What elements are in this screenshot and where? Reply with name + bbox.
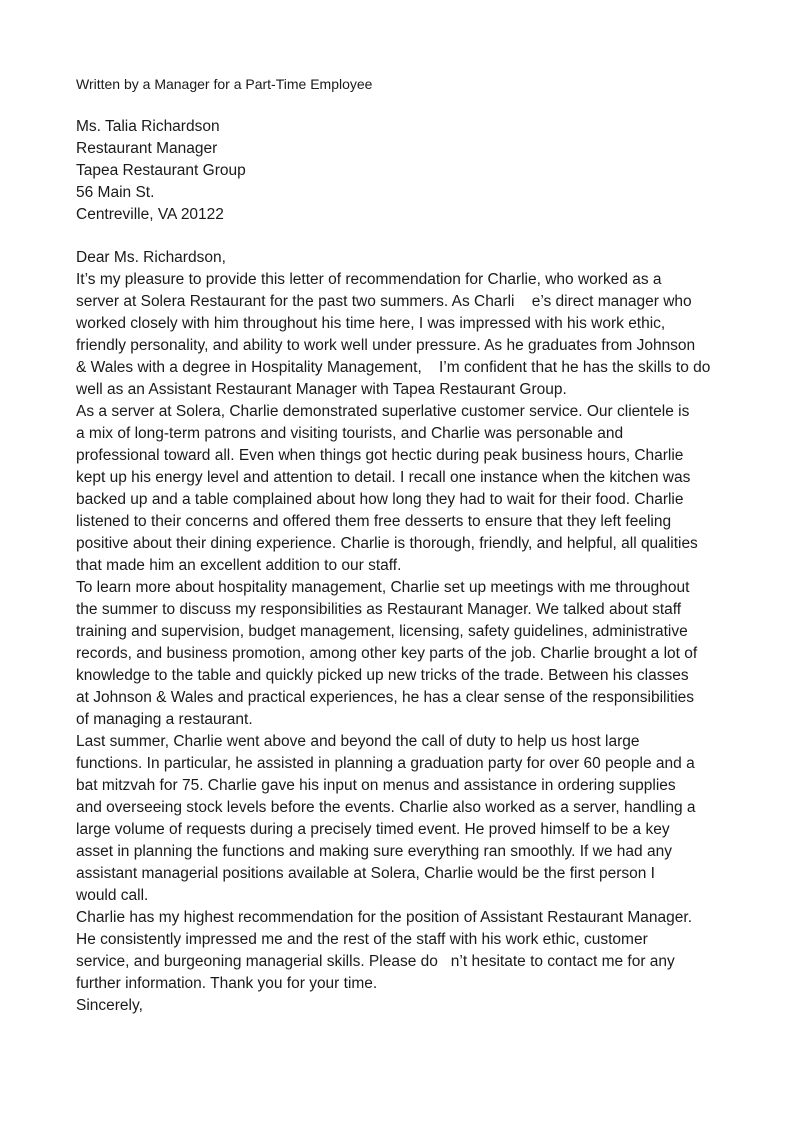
- text-line: backed up and a table complained about how long they had to wait for their food. Charlie: [76, 491, 684, 508]
- text-line: further information. Thank you for your time.: [76, 975, 378, 992]
- text-line: server at Solera Restaurant for the past two summers. As Charli e’s direct manager who: [76, 293, 692, 310]
- text-line: kept up his energy level and attention to detail. I recall one instance when the kitchen was: [76, 469, 691, 486]
- text-line: asset in planning the functions and making sure everything ran smoothly. If we had any: [76, 843, 672, 860]
- text-line: bat mitzvah for 75. Charlie gave his input on menus and assistance in ordering supplies: [76, 777, 676, 794]
- text-line: records, and business promotion, among other key parts of the job. Charlie brought a lot of: [76, 645, 698, 662]
- recipient-city-state-zip: Centreville, VA 20122: [76, 206, 224, 223]
- closing: Sincerely,: [76, 997, 143, 1014]
- text-line: As a server at Solera, Charlie demonstrated superlative customer service. Our clientele is: [76, 403, 690, 420]
- salutation: Dear Ms. Richardson,: [76, 249, 226, 266]
- text-line: well as an Assistant Restaurant Manager with Tapea Restaurant Group.: [76, 381, 567, 398]
- recipient-title: Restaurant Manager: [76, 140, 218, 157]
- text-line: friendly personality, and ability to work well under pressure. As he graduates from Johnson: [76, 337, 696, 354]
- recipient-address-block: [76, 116, 246, 226]
- text-line: assistant managerial positions available at Solera, Charlie would be the first person I: [76, 865, 655, 882]
- recipient-street: 56 Main St.: [76, 184, 155, 201]
- text-line: Charlie has my highest recommendation for the position of Assistant Restaurant Manager.: [76, 909, 693, 926]
- text-line: & Wales with a degree in Hospitality Management, I’m confident that he has the skills to do: [76, 359, 711, 376]
- recipient-company: Tapea Restaurant Group: [76, 162, 246, 179]
- text-line: a mix of long-term patrons and visiting tourists, and Charlie was personable and: [76, 425, 624, 442]
- text-line: positive about their dining experience. Charlie is thorough, friendly, and helpful, all qualities: [76, 535, 698, 552]
- text-line: service, and burgeoning managerial skills. Please do n’t hesitate to contact me for any: [76, 953, 675, 970]
- text-line: He consistently impressed me and the rest of the staff with his work ethic, customer: [76, 931, 648, 948]
- text-line: worked closely with him throughout his time here, I was impressed with his work ethic,: [76, 315, 666, 332]
- text-line: professional toward all. Even when things got hectic during peak business hours, Charlie: [76, 447, 684, 464]
- text-line: Last summer, Charlie went above and beyond the call of duty to help us host large: [76, 733, 640, 750]
- text-line: To learn more about hospitality management, Charlie set up meetings with me throughout: [76, 579, 690, 596]
- text-line: listened to their concerns and offered them free desserts to ensure that they left feeling: [76, 513, 672, 530]
- text-line: the summer to discuss my responsibilities as Restaurant Manager. We talked about staff: [76, 601, 682, 618]
- text-line: and overseeing stock levels before the events. Charlie also worked as a server, handling a: [76, 799, 696, 816]
- text-line: of managing a restaurant.: [76, 711, 253, 728]
- text-line: training and supervision, budget management, licensing, safety guidelines, administrative: [76, 623, 688, 640]
- document-heading: Written by a Manager for a Part-Time Employee: [76, 76, 373, 92]
- text-line: knowledge to the table and quickly picked up new tricks of the trade. Between his classes: [76, 667, 689, 684]
- text-line: would call.: [76, 887, 149, 904]
- text-line: functions. In particular, he assisted in planning a graduation party for over 60 people and a: [76, 755, 695, 772]
- text-line: at Johnson & Wales and practical experiences, he has a clear sense of the responsibilities: [76, 689, 695, 706]
- text-line: It’s my pleasure to provide this letter of recommendation for Charlie, who worked as a: [76, 271, 662, 288]
- letter-body: [76, 247, 710, 1017]
- text-line: large volume of requests during a precisely timed event. He proved himself to be a key: [76, 821, 670, 838]
- recipient-name: Ms. Talia Richardson: [76, 118, 220, 135]
- text-line: that made him an excellent addition to our staff.: [76, 557, 402, 574]
